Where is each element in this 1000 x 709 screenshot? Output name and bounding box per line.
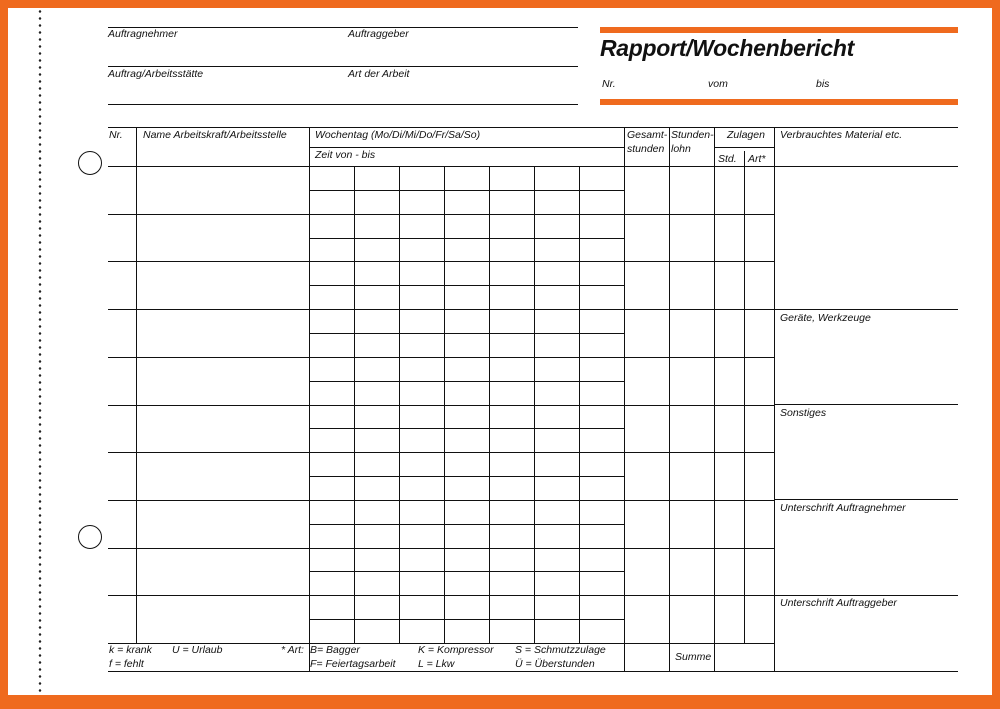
sig-contractor-label: Unterschrift Auftragnehmer bbox=[780, 502, 906, 514]
legend-l: L = Lkw bbox=[418, 658, 455, 670]
half-row-line bbox=[309, 190, 624, 191]
side-section-line bbox=[774, 404, 958, 405]
row-line bbox=[108, 500, 774, 501]
punch-hole bbox=[78, 525, 102, 549]
col-allowance-header: Zulagen bbox=[727, 129, 765, 141]
side-section-line bbox=[774, 499, 958, 500]
legend-u: U = Urlaub bbox=[172, 644, 223, 656]
day-col-line bbox=[444, 166, 445, 643]
allowance-sub-line bbox=[714, 147, 774, 148]
col-line bbox=[714, 127, 715, 671]
col-name-header: Name Arbeitskraft/Arbeitsstelle bbox=[143, 129, 287, 141]
side-section-line bbox=[774, 309, 958, 310]
legend-s: S = Schmutzzulage bbox=[515, 644, 606, 656]
half-row-line bbox=[309, 619, 624, 620]
day-col-line bbox=[534, 166, 535, 643]
misc-label: Sonstiges bbox=[780, 407, 827, 419]
legend-f: f = fehlt bbox=[109, 658, 144, 670]
row-line bbox=[108, 405, 774, 406]
col-wage-header-2: lohn bbox=[671, 143, 691, 155]
form-sheet bbox=[8, 8, 992, 695]
header-sub-line bbox=[309, 147, 624, 148]
title-bar-bottom bbox=[600, 99, 958, 105]
col-line bbox=[744, 151, 745, 643]
half-row-line bbox=[309, 524, 624, 525]
day-col-line bbox=[489, 166, 490, 643]
summe-line bbox=[624, 643, 774, 644]
punch-hole bbox=[78, 151, 102, 175]
col-type-header: Art* bbox=[748, 153, 766, 165]
half-row-line bbox=[309, 333, 624, 334]
row-line bbox=[108, 309, 774, 310]
row-line bbox=[108, 357, 774, 358]
perforation-line bbox=[38, 8, 42, 695]
tools-label: Geräte, Werkzeuge bbox=[780, 312, 871, 324]
half-row-line bbox=[309, 476, 624, 477]
header-bottom-line bbox=[108, 166, 774, 167]
half-row-line bbox=[309, 428, 624, 429]
header-line bbox=[108, 27, 578, 28]
nr-label: Nr. bbox=[602, 78, 616, 90]
header-line bbox=[108, 104, 578, 105]
side-section-line bbox=[774, 166, 958, 167]
col-nr-header: Nr. bbox=[109, 129, 123, 141]
to-label: bis bbox=[816, 78, 830, 90]
table-top-line bbox=[108, 127, 958, 128]
row-line bbox=[108, 261, 774, 262]
half-row-line bbox=[309, 285, 624, 286]
col-line bbox=[669, 127, 670, 671]
col-line bbox=[309, 127, 310, 671]
legend-ue: Ü = Überstunden bbox=[515, 658, 595, 670]
contractor-label: Auftragnehmer bbox=[108, 28, 178, 40]
row-line bbox=[108, 595, 774, 596]
col-hours-header: Std. bbox=[718, 153, 737, 165]
from-label: vom bbox=[708, 78, 728, 90]
legend-f2: F= Feiertagsarbeit bbox=[310, 658, 396, 670]
sig-client-label: Unterschrift Auftraggeber bbox=[780, 597, 897, 609]
table-bottom-line bbox=[108, 671, 958, 672]
half-row-line bbox=[309, 571, 624, 572]
col-total-header-2: stunden bbox=[627, 143, 665, 155]
col-time-header: Zeit von - bis bbox=[315, 149, 376, 161]
work-type-label: Art der Arbeit bbox=[348, 68, 410, 80]
col-line bbox=[774, 127, 775, 671]
page-title: Rapport/Wochenbericht bbox=[600, 35, 854, 61]
legend-b: B= Bagger bbox=[310, 644, 360, 656]
day-col-line bbox=[579, 166, 580, 643]
legend-kk: K = Kompressor bbox=[418, 644, 494, 656]
row-line bbox=[108, 214, 774, 215]
day-col-line bbox=[399, 166, 400, 643]
title-bar-top bbox=[600, 27, 958, 33]
col-weekday-header: Wochentag (Mo/Di/Mi/Do/Fr/Sa/So) bbox=[315, 129, 481, 141]
col-line bbox=[624, 127, 625, 671]
row-line bbox=[108, 548, 774, 549]
order-site-label: Auftrag/Arbeitsstätte bbox=[108, 68, 204, 80]
summe-label: Summe bbox=[675, 651, 712, 663]
col-line bbox=[136, 127, 137, 643]
legend-art-label: * Art: bbox=[281, 644, 304, 656]
row-line bbox=[108, 452, 774, 453]
half-row-line bbox=[309, 381, 624, 382]
side-section-line bbox=[774, 595, 958, 596]
day-col-line bbox=[354, 166, 355, 643]
col-total-header: Gesamt- bbox=[627, 129, 668, 141]
half-row-line bbox=[309, 238, 624, 239]
col-wage-header: Stunden- bbox=[671, 129, 714, 141]
col-material-header: Verbrauchtes Material etc. bbox=[780, 129, 903, 141]
client-label: Auftraggeber bbox=[348, 28, 409, 40]
legend-k: k = krank bbox=[109, 644, 152, 656]
header-line bbox=[108, 66, 578, 67]
